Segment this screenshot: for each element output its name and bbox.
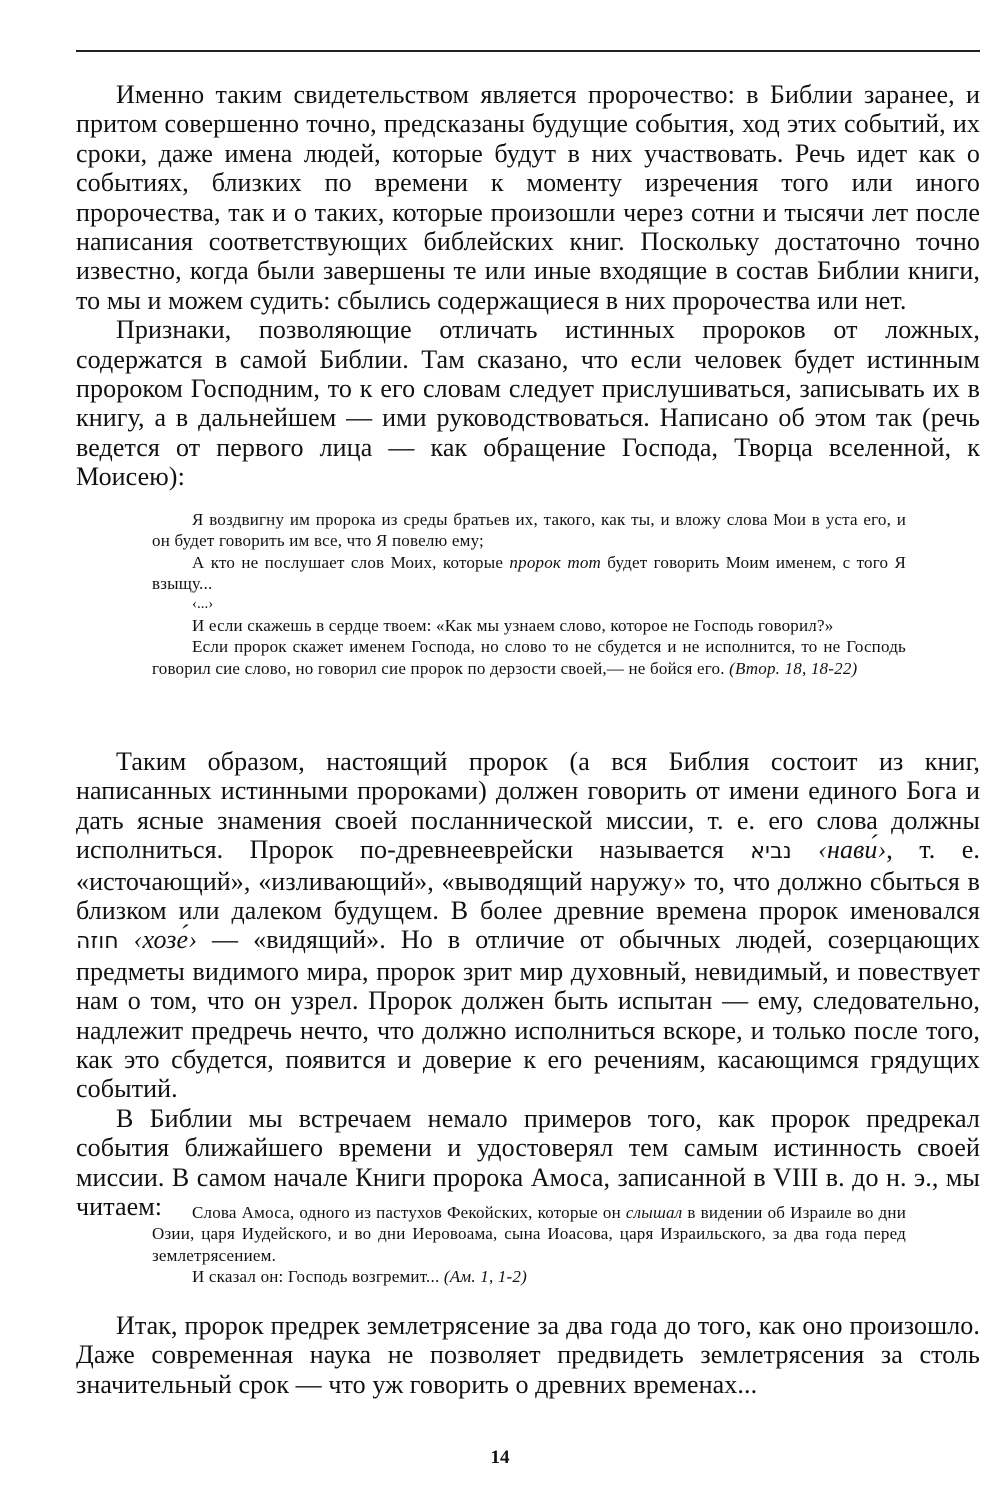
top-rule — [76, 50, 980, 52]
paragraph-4: В Библии мы встречаем немало примеров того, как пророк предрекал события ближайшего времени и удостоверял тем самым истинность своей миссии. В самом начале Книги пророка Амоса, записанной в VIII в. до н. э., мы читаем: — [76, 1103, 980, 1222]
quote-1-line-4 — [152, 636, 906, 679]
text-block-3 — [76, 1311, 980, 1399]
quote-1-line-1: Я воздвигну им пророка из среды братьев их, такого, как ты, и вложу слова Мои в уста его, и он будет говорить им все, что Я повелю ему; — [152, 510, 906, 551]
transliteration-navi: ‹нави́› — [818, 835, 887, 865]
quote-1-line-2 — [152, 552, 906, 595]
quote-2-reference: (Ам. 1, 1-2) — [443, 1266, 527, 1286]
paragraph-1: Именно таким свидетельством является пророчество: в Библии заранее, и притом совершенно точно, предсказаны будущие события, ход этих событий, их сроки, даже имена людей, которые будут в них участвовать. Речь идет как о событиях, близких по времени к моменту изречения того или иного пророчества, так и о таких, которые произошли через сотни и тысячи лет после написания соответствующих библейских книг. Поскольку достаточно точно известно, когда были завершены те или иные входящие в состав Библии книги, то мы и можем судить: сбылись содержащиеся в них пророчества или нет. — [76, 80, 980, 315]
quote-1-italic-phrase: пророк тот — [509, 552, 602, 572]
quote-2-line-1-end: в видении об Израиле во дни Озии, царя Иудейского, и во дни Иеровоама, сына Иоасова, царя Израильского, за два года перед землетрясением. — [152, 1203, 907, 1265]
quote-amos — [152, 1202, 906, 1287]
quote-1-line-2-text: А кто не послушает слов Моих, которые — [192, 552, 510, 572]
page-number: 14 — [490, 1447, 510, 1468]
hebrew-word-hoze: חוזה — [76, 929, 119, 955]
quote-1-reference: (Втор. 18, 18-22) — [729, 658, 858, 678]
hebrew-word-navi: נביא — [750, 839, 792, 865]
paragraph-5: Итак, пророк предрек землетрясение за два года до того, как оно произошло. Даже современная наука не позволяет предвидеть землетрясения за столь значительный срок — что уж говорить о древних временах... — [76, 1311, 980, 1399]
quote-1-line-2-end: будет говорить Моим именем, с того Я взыщу... — [152, 552, 906, 593]
paragraph-3 — [76, 747, 980, 1104]
paragraph-3-part-2: , т. е. «источающий», «изливающий», «выводящий наружу» то, что должно сбыться в близком или далеком будущем. В более древние времена пророк именовался — [76, 835, 980, 926]
quote-1-line-4-text: Если пророк скажет именем Господа, но слово то не сбудется и не исполнится, то не Господь говорил сие слово, но говорил сие пророк по дерзости своей,— не бойся его. — [152, 637, 906, 678]
quote-2-line-2-text: И сказал он: Господь возгремит... — [192, 1266, 440, 1286]
quote-1-line-3: И если скажешь в сердце твоем: «Как мы узнаем слово, которое не Господь говорил?» — [192, 616, 834, 636]
quote-deuteronomy — [152, 509, 906, 679]
quote-2-line-1 — [152, 1202, 906, 1266]
quote-ellipsis: ‹...› — [192, 596, 214, 613]
quote-2-line-2 — [152, 1266, 906, 1287]
quote-2-line-1-text: Слова Амоса, одного из пастухов Фекойских, которые он — [192, 1203, 626, 1222]
text-block-2 — [76, 747, 980, 1222]
paragraph-2: Признаки, позволяющие отличать истинных пророков от ложных, содержатся в самой Библии. Там сказано, что если человек будет истинным пророком Господним, то к его словам следует прислушиваться, записывать их в книгу, а в дальнейшем — ими руководствоваться. Написано об этом так (речь ведется от первого лица — как обращение Господа, Творца вселенной, к Моисею): — [76, 315, 980, 492]
paragraph-3-part-1: Таким образом, настоящий пророк (а вся Библия состоит из книг, написанных истинными пророками) должен говорить от имени единого Бога и дать ясные знамения своей посланнической миссии, т. е. его слова должны исполниться. Пророк по-древнееврейски называется — [76, 747, 980, 865]
text-block-1 — [76, 80, 980, 492]
quote-2-italic-word: слышал — [625, 1203, 683, 1222]
transliteration-hoze: ‹хозе́› — [133, 925, 197, 955]
paragraph-3-part-3: — «видящий». Но в отличие от обычных людей, созерцающих предметы видимого мира, пророк зрит мир духовный, невидимый, и повествует нам о том, что он узрел. Пророк должен быть испытан — ему, следовательно, надлежит предречь нечто, что должно исполниться вскоре, и только после того, как это сбудется, появится и доверие к его речениям, касающимся грядущих событий. — [76, 925, 980, 1104]
